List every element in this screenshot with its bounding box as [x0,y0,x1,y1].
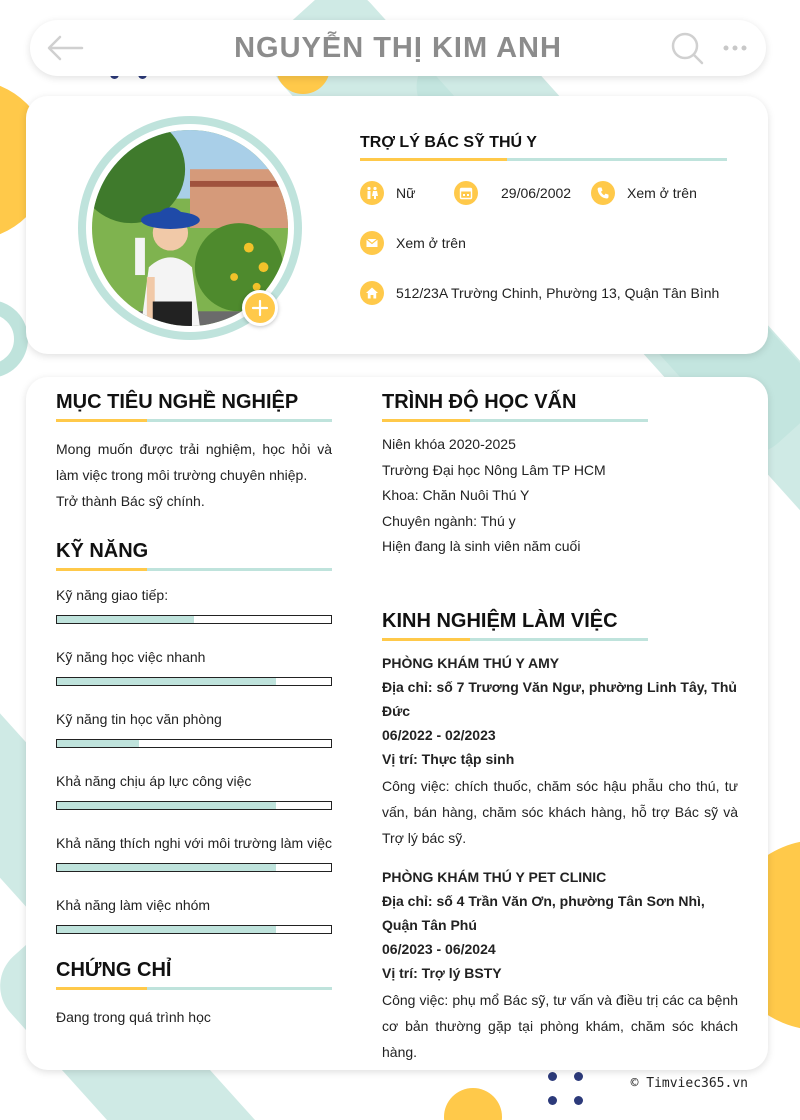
skill-item [56,649,332,686]
experience-list [382,651,738,1065]
profile-card [26,96,768,354]
calendar-icon [454,181,478,205]
email-value: Xem ở trên [396,235,466,251]
skill-bar-fill [57,802,276,809]
experience-item [382,651,738,851]
skill-bar [56,739,332,748]
arrow-left-icon[interactable] [46,33,84,63]
skill-label: Khả năng thích nghi với môi trường làm việc [56,835,332,851]
birthdate-row [454,181,571,205]
skill-item [56,711,332,748]
experience-period: 06/2023 - 06/2024 [382,940,496,957]
education-line: Khoa: Chăn Nuôi Thú Y [382,487,530,503]
education-line: Trường Đại học Nông Lâm TP HCM [382,461,606,478]
birthdate-value: 29/06/2002 [501,185,572,201]
education-list [382,432,738,560]
left-column [56,391,332,1030]
skill-bar [56,615,332,624]
skill-bar-fill [57,926,276,933]
certificates-heading: CHỨNG CHỈ [56,959,332,990]
gender-value: Nữ [396,185,416,201]
skill-label: Khả năng chịu áp lực công việc [56,773,252,789]
skill-bar-fill [57,864,276,871]
experience-period: 06/2022 - 02/2023 [382,726,496,743]
phone-icon [591,181,615,205]
add-photo-button[interactable] [242,290,278,326]
experience-company: PHÒNG KHÁM THÚ Y PET CLINIC [382,868,607,885]
experience-position: Vị trí: Thực tập sinh [382,750,515,767]
teal-ring [0,300,28,378]
experience-position: Vị trí: Trợ lý BSTY [382,964,502,981]
email-row [360,231,466,255]
skill-item [56,835,332,872]
skill-label: Khả năng làm việc nhóm [56,897,211,913]
experience-item [382,865,738,1065]
search-icon[interactable] [670,31,704,65]
experience-description: Công việc: chích thuốc, chăm sóc hậu phẫu cho thú, tư vấn, bán hàng, chăm sóc khách hàng, hỗ trợ Bác sỹ và Trợ lý bác sỹ. [382,777,738,846]
experience-description: Công việc: phụ mổ Bác sỹ, tư vấn và điều trị các ca bệnh cơ bản thường gặp tại phòng khám, chăm sóc khách hàng. [382,991,738,1060]
education-line: Niên khóa 2020-2025 [382,436,516,452]
experience-address: Địa chỉ: số 4 Trần Văn Ơn, phường Tân Sơn Nhì, Quận Tân Phú [382,892,705,933]
skill-label: Kỹ năng tin học văn phòng [56,711,222,727]
skill-bar-fill [57,740,139,747]
skill-label: Kỹ năng giao tiếp: [56,587,169,603]
navy-dot [574,1096,583,1105]
mail-icon [360,231,384,255]
skills-heading: KỸ NĂNG [56,540,332,571]
education-line: Hiện đang là sinh viên năm cuối [382,538,581,554]
education-line: Chuyên ngành: Thú y [382,512,516,529]
top-bar [30,20,766,76]
address-value: 512/23A Trường Chinh, Phường 13, Quận Tân Bình [396,285,720,301]
address-row [360,281,719,305]
skill-item [56,773,332,810]
experience-address: Địa chỉ: số 7 Trương Văn Ngư, phường Linh Tây, Thủ Đức [382,678,737,719]
home-icon [360,281,384,305]
objective-heading: MỤC TIÊU NGHỀ NGHIỆP [56,391,332,422]
skill-bar-fill [57,678,276,685]
skill-bar-fill [57,616,194,623]
gender-icon [360,181,384,205]
experience-company: PHÒNG KHÁM THÚ Y AMY [382,654,560,671]
objective-text: Trở thành Bác sỹ chính. [56,493,205,509]
skill-bar [56,801,332,810]
footer-credit: © Timviec365.vn [630,1076,748,1091]
skill-item [56,897,332,934]
yellow-circle [444,1088,502,1120]
right-column [382,391,738,1079]
objective-text: Mong muốn được trải nghiệm, học hỏi và làm việc trong môi trường chuyên nhiệp. [56,441,332,483]
gender-row [360,181,415,205]
phone-row [591,181,697,205]
phone-value: Xem ở trên [627,185,697,201]
navy-dot [548,1096,557,1105]
skill-bar [56,925,332,934]
skill-bar [56,863,332,872]
plus-icon [251,299,269,317]
main-card [26,377,768,1070]
skills-list [56,587,332,934]
education-heading: TRÌNH ĐỘ HỌC VẤN [382,391,648,422]
certificates-text: Đang trong quá trình học [56,1009,211,1025]
skill-bar [56,677,332,686]
job-title: TRỢ LÝ BÁC SỸ THÚ Y [360,134,727,161]
skill-label: Kỹ năng học việc nhanh [56,649,206,665]
more-dots-icon[interactable] [722,36,748,60]
candidate-name: NGUYỄN THỊ KIM ANH [234,31,562,64]
experience-heading: KINH NGHIỆM LÀM VIỆC [382,610,648,641]
skill-item [56,587,332,624]
